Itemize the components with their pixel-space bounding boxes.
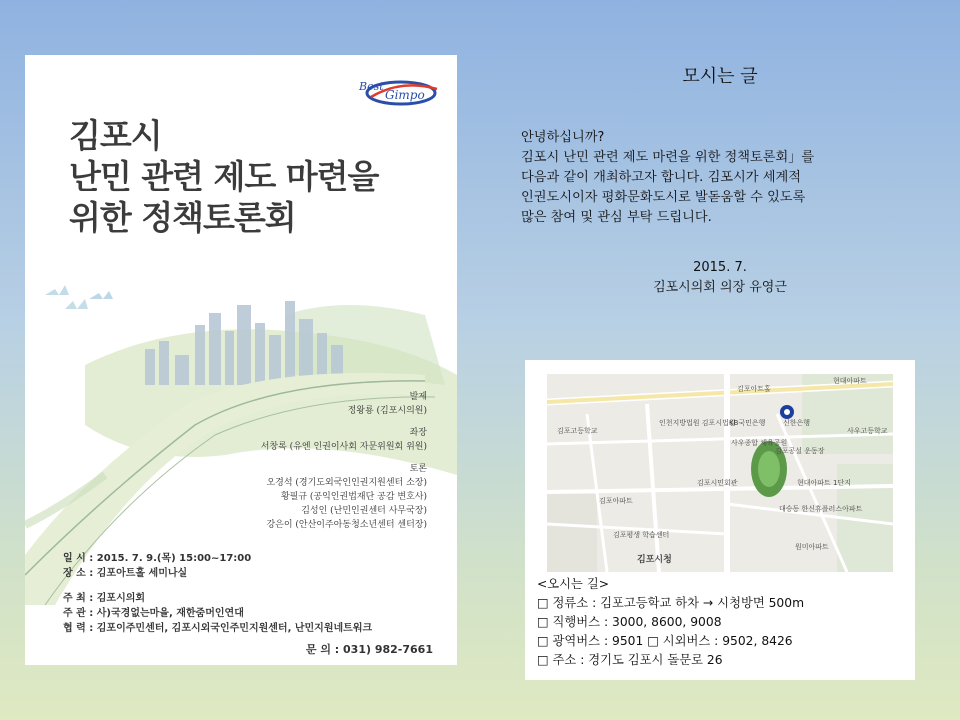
greeting-line: 김포시 난민 관련 제도 마련을 위한 정책토론회」를 xyxy=(521,150,815,165)
role-label: 발제 xyxy=(409,392,427,402)
map-label: 인천지방법원 김포시법원 xyxy=(659,419,736,427)
directions-line: □ 정류소 : 김포고등학교 하차 → 시청방면 500m xyxy=(537,596,805,610)
greeting-line: 인권도시이자 평화문화도시로 발돋움할 수 있도록 xyxy=(521,190,806,205)
map-label-cityhall: 김포시청 xyxy=(637,555,672,565)
poster-title-line: 김포시 xyxy=(69,116,162,155)
event-date: 일 시 : 2015. 7. 9.(목) 15:00~17:00 xyxy=(63,553,252,564)
directions-line: □ 주소 : 경기도 김포시 돌문로 26 xyxy=(537,653,723,667)
speaker-name: 서창록 (유엔 인권이사회 자문위원회 위원) xyxy=(260,442,427,452)
greeting-date: 2015. 7. xyxy=(693,260,747,275)
greeting-line: 안녕하십니까? xyxy=(521,130,605,145)
map-label: 김포고등학교 xyxy=(557,427,598,435)
map-label: 현대아파트 1단지 xyxy=(797,479,852,487)
event-organizer: 주 관 : 사)국경없는마을, 재한줌머인연대 xyxy=(63,608,244,619)
speaker-list xyxy=(167,388,427,532)
event-host: 주 최 : 김포시의회 xyxy=(63,593,146,604)
map-label: 사우종합 체육공원 xyxy=(731,439,788,447)
map-label: 김포아파트 xyxy=(599,497,633,505)
speaker-name: 강은이 (안산이주아동청소년센터 센터장) xyxy=(266,520,427,530)
best-gimpo-logo xyxy=(351,75,441,109)
location-map[interactable] xyxy=(547,374,893,572)
map-label: 김포시민회관 xyxy=(697,479,738,487)
svg-text:Gimpo: Gimpo xyxy=(385,88,425,102)
poster-title-line: 위한 정책토론회 xyxy=(69,198,296,237)
svg-text:Best: Best xyxy=(359,80,384,93)
poster-title-line: 난민 관련 제도 마련을 xyxy=(69,157,379,196)
event-partners: 협 력 : 김포이주민센터, 김포시외국인주민지원센터, 난민지원네트워크 xyxy=(63,623,373,634)
speaker-name: 오경석 (경기도외국인인권지원센터 소장) xyxy=(266,478,427,488)
map-label: 사우고등학교 xyxy=(847,427,888,435)
map-label: 대승동 한신휴플러스아파트 xyxy=(779,505,863,513)
greeting-title: 모시는 글 xyxy=(682,66,758,87)
greeting-line: 다음과 같이 개최하고자 합니다. 김포시가 세계적 xyxy=(521,170,801,185)
greeting-line: 많은 참여 및 관심 부탁 드립니다. xyxy=(521,210,712,225)
directions-line: □ 직행버스 : 3000, 8600, 9008 xyxy=(537,615,722,629)
poster-title xyxy=(69,115,449,238)
greeting-signature: 김포시의회 의장 유영근 xyxy=(653,280,787,295)
event-poster xyxy=(25,55,457,665)
map-label: 김포공설 운동장 xyxy=(775,447,825,455)
speaker-name: 김성인 (난민인권센터 사무국장) xyxy=(301,506,427,516)
map-label: 현대아파트 xyxy=(833,377,867,385)
speaker-name: 정왕룡 (김포시의원) xyxy=(347,406,427,416)
map-label: 신한은행 xyxy=(783,419,811,427)
role-label: 좌장 xyxy=(409,428,427,438)
map-label: 김포평생 학습센터 xyxy=(613,531,670,539)
greeting-body xyxy=(521,128,921,228)
event-venue: 장 소 : 김포아트홀 세미나실 xyxy=(63,568,188,579)
map-label: 김포아트홀 xyxy=(737,385,771,393)
directions-line: □ 광역버스 : 9501 □ 시외버스 : 9502, 8426 xyxy=(537,634,793,648)
event-contact: 문 의 : 031) 982-7661 xyxy=(305,643,433,656)
map-label: 원미아파트 xyxy=(795,543,829,551)
speaker-name: 황필규 (공익인권법재단 공감 변호사) xyxy=(280,492,427,502)
directions-text xyxy=(537,575,907,670)
directions-card xyxy=(525,360,915,680)
greeting-signature-block xyxy=(600,258,840,298)
role-label: 토론 xyxy=(409,464,427,474)
event-info xyxy=(63,551,453,657)
directions-heading: <오시는 길> xyxy=(537,577,610,591)
map-label: KB국민은행 xyxy=(729,419,766,427)
